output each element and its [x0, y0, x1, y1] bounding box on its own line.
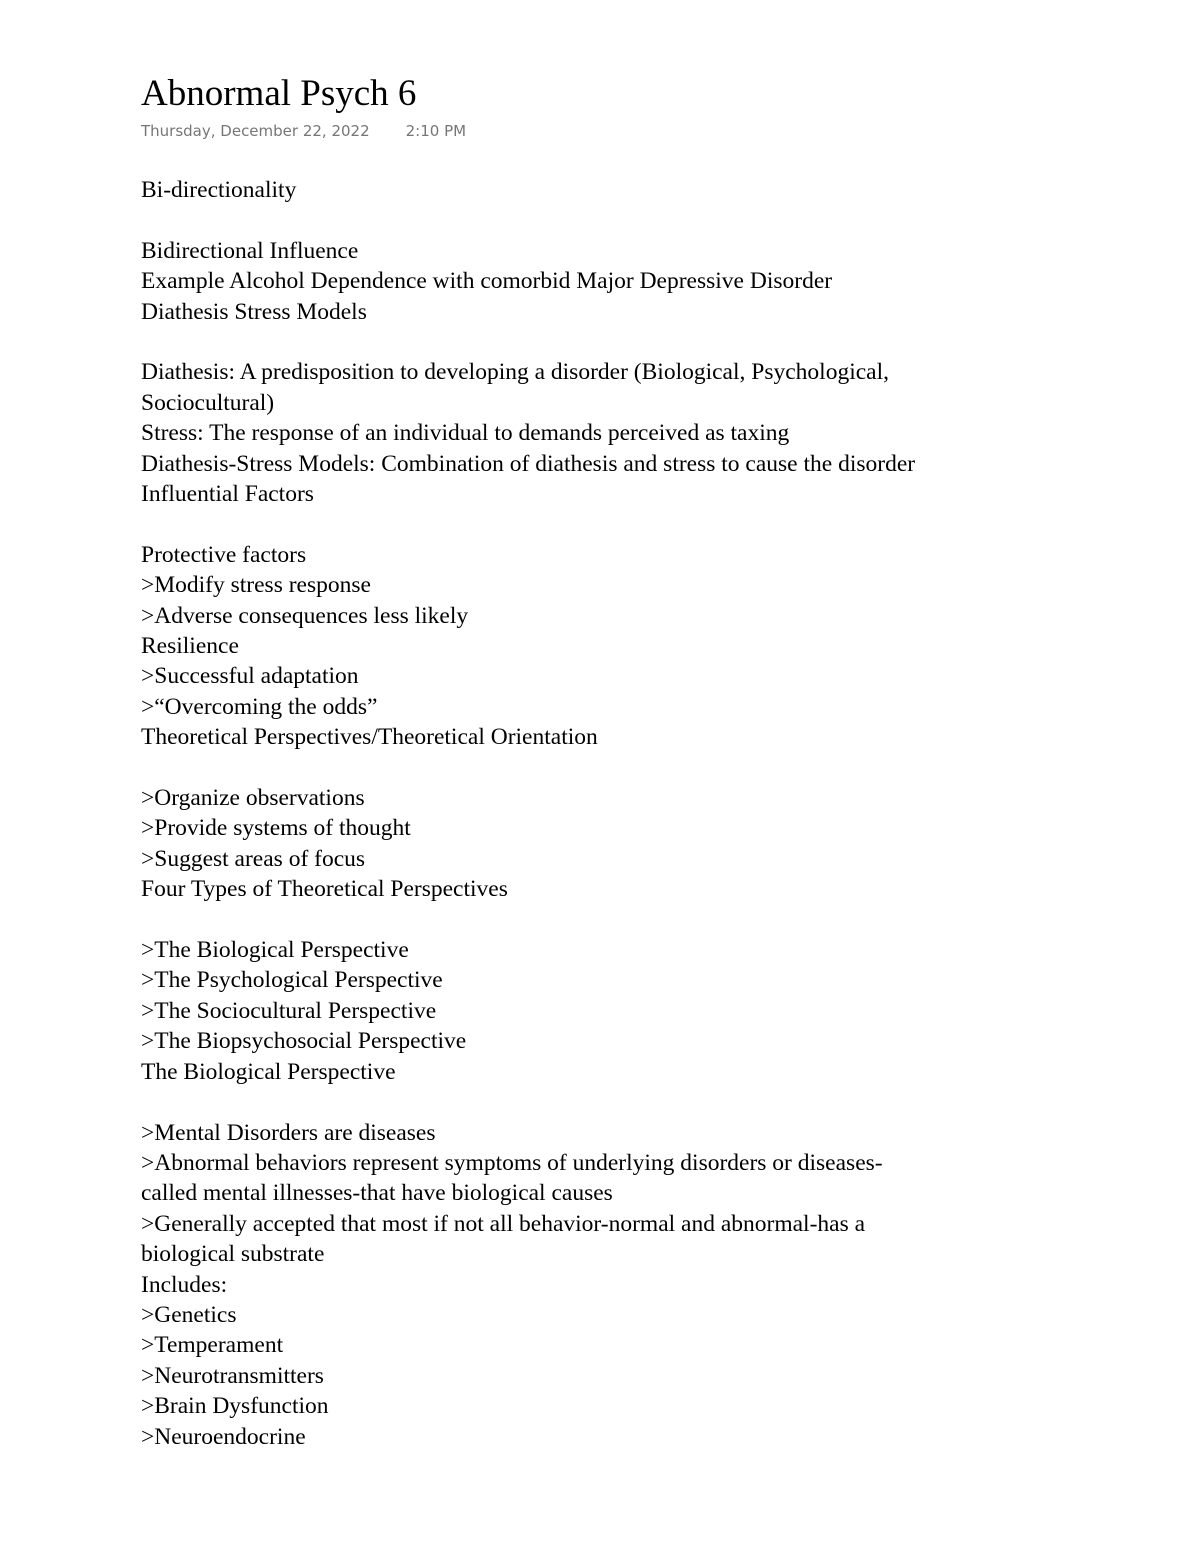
text-line: >Organize observations: [141, 785, 365, 812]
text-line: >Temperament: [141, 1332, 284, 1359]
note-date: Thursday, December 22, 2022: [141, 122, 370, 140]
text-line: Diathesis: A predisposition to developing a disorder (Biological, Psychological,: [141, 359, 889, 386]
text-line: >The Sociocultural Perspective: [141, 997, 437, 1024]
text-line: >Brain Dysfunction: [141, 1393, 329, 1420]
blank-line: [141, 905, 1081, 935]
text-line: Sociocultural): [141, 389, 275, 416]
text-line: Diathesis-Stress Models: Combination of diathesis and stress to cause the disorder: [141, 450, 916, 477]
text-line: Theoretical Perspectives/Theoretical Orientation: [141, 724, 598, 751]
text-line: >“Overcoming the odds”: [141, 693, 378, 720]
note-time: 2:10 PM: [405, 122, 467, 140]
text-line: Diathesis Stress Models: [141, 298, 367, 325]
text-line: >Genetics: [141, 1301, 237, 1328]
text-line: >Provide systems of thought: [141, 815, 411, 842]
text-line: >Generally accepted that most if not all behavior-normal and abnormal-has a: [141, 1210, 866, 1237]
blank-line: [141, 205, 1081, 235]
text-line: Includes:: [141, 1271, 228, 1298]
text-line: >Adverse consequences less likely: [141, 602, 469, 629]
text-line: >The Psychological Perspective: [141, 967, 443, 994]
blank-line: [141, 753, 1081, 783]
text-line: Bidirectional Influence: [141, 237, 359, 264]
note-page: [141, 72, 1081, 1452]
text-line: >Successful adaptation: [141, 663, 359, 690]
text-line: called mental illnesses-that have biological causes: [141, 1180, 613, 1207]
text-line: Influential Factors: [141, 481, 314, 508]
text-line: >The Biopsychosocial Perspective: [141, 1028, 467, 1055]
text-line: Stress: The response of an individual to demands perceived as taxing: [141, 420, 790, 447]
text-line: >Suggest areas of focus: [141, 845, 366, 872]
text-line: >Neurotransmitters: [141, 1362, 324, 1389]
text-line: >The Biological Perspective: [141, 937, 409, 964]
blank-line: [141, 1087, 1081, 1117]
text-line: biological substrate: [141, 1241, 325, 1268]
text-line: The Biological Perspective: [141, 1058, 396, 1085]
blank-line: [141, 509, 1081, 539]
text-line: >Modify stress response: [141, 572, 371, 599]
text-line: Resilience: [141, 633, 239, 660]
note-body: [141, 175, 1081, 1452]
blank-line: [141, 327, 1081, 357]
text-line: Bi-directionality: [141, 177, 297, 203]
text-line: Protective factors: [141, 541, 307, 568]
note-title: Abnormal Psych 6: [141, 73, 417, 114]
text-line: >Mental Disorders are diseases: [141, 1119, 436, 1146]
text-line: Four Types of Theoretical Perspectives: [141, 876, 508, 903]
note-timestamp: [141, 121, 1081, 141]
text-line: >Neuroendocrine: [141, 1423, 306, 1450]
text-line: Example Alcohol Dependence with comorbid Major Depressive Disorder: [141, 268, 833, 295]
text-line: >Abnormal behaviors represent symptoms of underlying disorders or diseases-: [141, 1149, 883, 1176]
